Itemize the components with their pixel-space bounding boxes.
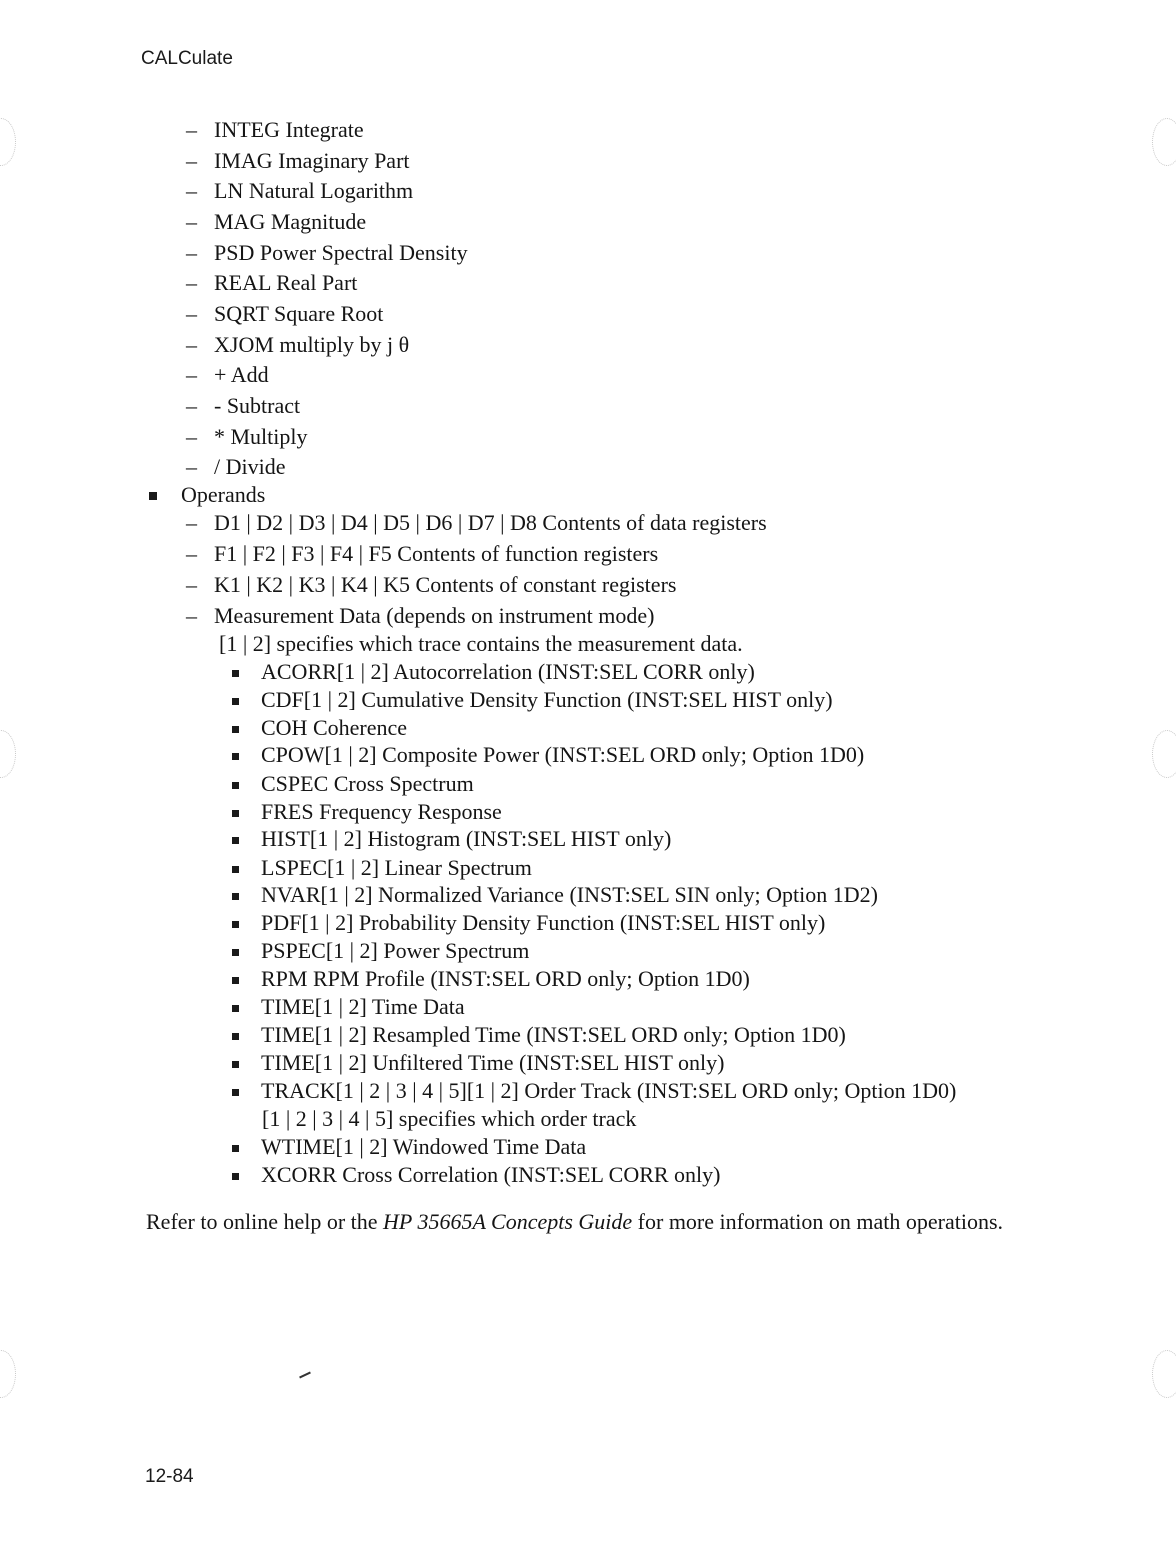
function-item-mag: MAG Magnitude bbox=[214, 209, 367, 234]
measurement-time-resampled: TIME[1 | 2] Resampled Time (INST:SEL ORD only; Option 1D0) bbox=[261, 1022, 846, 1047]
punch-hole-mark bbox=[1152, 730, 1176, 778]
dash-marker: – bbox=[186, 270, 197, 295]
punch-hole-mark bbox=[0, 1350, 16, 1398]
punch-hole-mark bbox=[0, 730, 16, 778]
measurement-nvar: NVAR[1 | 2] Normalized Variance (INST:SEL SIN only; Option 1D2) bbox=[261, 882, 878, 907]
punch-hole-mark bbox=[1152, 1350, 1176, 1398]
reference-text-after: for more information on math operations. bbox=[632, 1209, 1004, 1234]
square-bullet-icon bbox=[232, 837, 239, 844]
measurement-coh: COH Coherence bbox=[261, 715, 408, 740]
dash-marker: – bbox=[186, 541, 197, 566]
measurement-acorr: ACORR[1 | 2] Autocorrelation (INST:SEL CORR only) bbox=[261, 659, 755, 684]
dash-marker: – bbox=[186, 393, 197, 418]
square-bullet-icon bbox=[232, 1005, 239, 1012]
dash-marker: – bbox=[186, 603, 197, 628]
dash-marker: – bbox=[186, 209, 197, 234]
operand-function-registers: F1 | F2 | F3 | F4 | F5 Contents of function registers bbox=[214, 541, 659, 566]
function-item-xjom: XJOM multiply by j θ bbox=[214, 332, 410, 357]
measurement-note-text: [1 | 2] specifies which trace contains the measurement data. bbox=[219, 631, 743, 656]
measurement-time-unfiltered: TIME[1 | 2] Unfiltered Time (INST:SEL HIST only) bbox=[261, 1050, 725, 1075]
stray-mark bbox=[299, 1372, 311, 1379]
measurement-rpm: RPM RPM Profile (INST:SEL ORD only; Option 1D0) bbox=[261, 966, 750, 991]
page-header: CALCulate bbox=[141, 48, 233, 69]
dash-marker: – bbox=[186, 332, 197, 357]
function-item-add: + Add bbox=[214, 362, 269, 387]
operands-label: Operands bbox=[181, 482, 266, 507]
reference-paragraph bbox=[146, 1208, 1003, 1236]
function-item-ln: LN Natural Logarithm bbox=[214, 178, 414, 203]
punch-hole-mark bbox=[1152, 118, 1176, 166]
operand-measurement-data: Measurement Data (depends on instrument mode) bbox=[214, 603, 655, 628]
square-bullet-icon bbox=[232, 1173, 239, 1180]
dash-marker: – bbox=[186, 301, 197, 326]
dash-marker: – bbox=[186, 117, 197, 142]
track-note-text: [1 | 2 | 3 | 4 | 5] specifies which order track bbox=[262, 1106, 637, 1131]
operand-data-registers: D1 | D2 | D3 | D4 | D5 | D6 | D7 | D8 Contents of data registers bbox=[214, 510, 767, 535]
square-bullet-icon bbox=[232, 921, 239, 928]
dash-marker: – bbox=[186, 240, 197, 265]
square-bullet-icon bbox=[232, 810, 239, 817]
square-bullet-icon bbox=[232, 753, 239, 760]
dash-marker: – bbox=[186, 362, 197, 387]
square-bullet-icon bbox=[232, 782, 239, 789]
dash-marker: – bbox=[186, 572, 197, 597]
measurement-lspec: LSPEC[1 | 2] Linear Spectrum bbox=[261, 855, 532, 880]
function-item-subtract: - Subtract bbox=[214, 393, 301, 418]
operand-constant-registers: K1 | K2 | K3 | K4 | K5 Contents of constant registers bbox=[214, 572, 677, 597]
reference-text-before: Refer to online help or the bbox=[146, 1209, 384, 1234]
measurement-track: TRACK[1 | 2 | 3 | 4 | 5][1 | 2] Order Track (INST:SEL ORD only; Option 1D0) bbox=[261, 1078, 957, 1103]
measurement-pdf: PDF[1 | 2] Probability Density Function (INST:SEL HIST only) bbox=[261, 910, 826, 935]
measurement-fres: FRES Frequency Response bbox=[261, 799, 502, 824]
measurement-cdf: CDF[1 | 2] Cumulative Density Function (INST:SEL HIST only) bbox=[261, 687, 833, 712]
dash-marker: – bbox=[186, 510, 197, 535]
square-bullet-icon bbox=[232, 949, 239, 956]
square-bullet-icon bbox=[232, 1061, 239, 1068]
measurement-hist: HIST[1 | 2] Histogram (INST:SEL HIST only) bbox=[261, 826, 672, 851]
square-bullet-icon bbox=[232, 670, 239, 677]
measurement-cspec: CSPEC Cross Spectrum bbox=[261, 771, 474, 796]
function-item-imag: IMAG Imaginary Part bbox=[214, 148, 410, 173]
square-bullet-icon bbox=[232, 893, 239, 900]
function-item-sqrt: SQRT Square Root bbox=[214, 301, 384, 326]
square-bullet-icon bbox=[232, 977, 239, 984]
function-item-psd: PSD Power Spectral Density bbox=[214, 240, 468, 265]
function-item-integ: INTEG Integrate bbox=[214, 117, 364, 142]
dash-marker: – bbox=[186, 178, 197, 203]
dash-marker: – bbox=[186, 454, 197, 479]
square-bullet-icon bbox=[232, 1145, 239, 1152]
measurement-time: TIME[1 | 2] Time Data bbox=[261, 994, 465, 1019]
punch-hole-mark bbox=[0, 118, 16, 166]
square-bullet-icon bbox=[149, 492, 157, 500]
dash-marker: – bbox=[186, 424, 197, 449]
page-number: 12-84 bbox=[145, 1466, 194, 1487]
square-bullet-icon bbox=[232, 1033, 239, 1040]
function-item-real: REAL Real Part bbox=[214, 270, 358, 295]
concepts-guide-title: HP 35665A Concepts Guide bbox=[383, 1209, 633, 1234]
square-bullet-icon bbox=[232, 726, 239, 733]
measurement-wtime: WTIME[1 | 2] Windowed Time Data bbox=[261, 1134, 587, 1159]
measurement-cpow: CPOW[1 | 2] Composite Power (INST:SEL ORD only; Option 1D0) bbox=[261, 742, 865, 767]
dash-marker: – bbox=[186, 148, 197, 173]
square-bullet-icon bbox=[232, 698, 239, 705]
measurement-xcorr: XCORR Cross Correlation (INST:SEL CORR only) bbox=[261, 1162, 721, 1187]
square-bullet-icon bbox=[232, 866, 239, 873]
function-item-multiply: * Multiply bbox=[214, 424, 308, 449]
measurement-pspec: PSPEC[1 | 2] Power Spectrum bbox=[261, 938, 530, 963]
function-item-divide: / Divide bbox=[214, 454, 286, 479]
square-bullet-icon bbox=[232, 1089, 239, 1096]
